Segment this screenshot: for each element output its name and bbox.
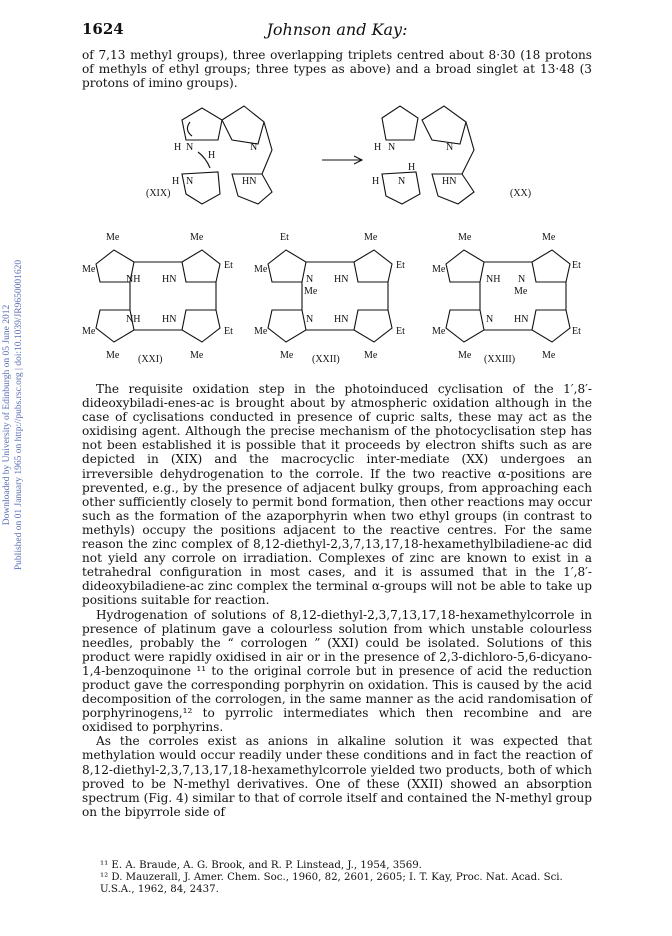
substituent-label: Et [572, 260, 581, 271]
atom-label: HN [442, 176, 457, 187]
atom-label: H [208, 150, 216, 161]
substituent-label: Et [572, 326, 581, 337]
substituent-label: Me [304, 286, 318, 297]
atom-label: HN [162, 314, 177, 325]
substituent-label: Me [514, 286, 528, 297]
atom-label: H [374, 142, 382, 153]
compound-label-xxiii: (XXIII) [484, 354, 516, 365]
body-text [82, 382, 592, 819]
atom-label: H [408, 162, 416, 173]
paragraph-hydrogenation: Hydrogenation of solutions of 8,12-diethyl-2,3,7,13,17,18-hexamethylcorrole in presence of platinum gave a colourless solution from which unstable colourless needles, probably the “ corrologen ” (XXI) could be isolated. Solutions of this product were rapidly oxidised in air or in the presence of 2,3-dichloro-5,6-dicyano-1,4-benzoquinone ¹¹ to the original corrole but in presence of acid the reduction product gave the corresponding porphyrin on oxidation. This is caused by the acid decomposition of the corrologen, in the same manner as the acid randomisation of porphyrinogens,¹² to pyrrolic intermediates which then recombine and are oxidised to porphyrins. [82, 607, 592, 735]
atom-label: N [446, 142, 454, 153]
substituent-label: Me [106, 350, 120, 361]
substituent-label: Me [254, 326, 268, 337]
footnotes [82, 860, 592, 896]
atom-label: N [518, 274, 526, 285]
substituent-label: Me [364, 350, 378, 361]
pyrrole-ring [382, 106, 418, 140]
substituent-label: Me [190, 350, 204, 361]
substituent-label: Me [364, 232, 378, 243]
paragraph-methylation: As the corroles exist as anions in alkaline solution it was expected that methylation would occur readily under these conditions and in fact the reaction of 8,12-diethyl-2,3,7,13,17,18-hexamethylcorrole yielded two products, both of which proved to be N-methyl derivatives. One of these (XXII) showed an absorption spectrum (Fig. 4) similar to that of corrole itself and contained the N-methyl group on the bipyrrole side of [82, 734, 592, 819]
substituent-label: Me [542, 232, 556, 243]
atom-label: HN [334, 314, 349, 325]
atom-label: H [372, 176, 380, 187]
atom-label: HN [242, 176, 257, 187]
page-header [82, 20, 592, 40]
substituent-label: Et [224, 326, 233, 337]
footnote-11: ¹¹ E. A. Braude, A. G. Brook, and R. P. Linstead, J., 1954, 3569. [100, 860, 422, 871]
reaction-scheme-figure [82, 100, 592, 226]
substituent-label: Me [542, 350, 556, 361]
substituent-label: Me [106, 232, 120, 243]
atom-label: HN [334, 274, 349, 285]
atom-label: HN [162, 274, 177, 285]
structures-svg [82, 228, 592, 374]
intro-paragraph [82, 48, 592, 90]
atom-label: H [172, 176, 180, 187]
pyrrole-ring [182, 108, 222, 140]
atom-label: NH [126, 274, 141, 285]
substituent-label: Me [82, 264, 96, 275]
substituent-label: Me [280, 350, 294, 361]
published-line[interactable]: Published on 01 January 1965 on http://pubs.rsc.org | doi:10.1039/JR9650001620 [14, 259, 24, 571]
atom-label: NH [126, 314, 141, 325]
footnote-12: ¹² D. Mauzerall, J. Amer. Chem. Soc., 1960, 82, 2601, 2605; I. T. Kay, Proc. Nat. Acad. Sci. U.S.A., 1962, 84, 2437. [100, 872, 563, 895]
substituent-label: Me [190, 232, 204, 243]
atom-label: NH [486, 274, 501, 285]
compound-label-xix: (XIX) [146, 188, 171, 199]
paragraph-oxidation: The requisite oxidation step in the photoinduced cyclisation of the 1′,8′-dideoxybiladi-enes-ac is brought about by atmospheric oxidation although in the case of cyclisations conducted in presence of cupric salts, these may act as the oxidising agent. Although the precise mechanism of the photocyclisation step has not been established it is possible that it proceeds by electron shifts such as are depicted in (XIX) and the macrocyclic inter-mediate (XX) undergoes an irreversible dehydrogenation to the corrole. If the two reactive α-positions are prevented, e.g., by the presence of adjacent bulky groups, from approaching each other sufficiently closely to permit bond formation, then other reactions may occur such as the formation of the azaporphyrin when two ethyl groups (in contrast to methyls) occupy the positions adjacent to the reactive centres. For the same reason the zinc complex of 8,12-diethyl-2,3,7,13,17,18-hexamethylbiladiene-ac did not yield any corrole on irradiation. Complexes of zinc are known to exist in a tetrahedral configuration in most cases, and it is assumed that in the 1′,8′-dideoxybiladiene-ac zinc complex the terminal α-groups will not be able to take up positions suitable for reaction. [82, 382, 592, 608]
substituent-label: Et [280, 232, 289, 243]
compound-label-xxi: (XXI) [138, 354, 163, 365]
pyrrole-ring [422, 106, 466, 144]
atom-label: N [306, 274, 314, 285]
substituent-label: Me [254, 264, 268, 275]
substituent-label: Me [432, 326, 446, 337]
substituent-label: Me [458, 350, 472, 361]
atom-label: N [388, 142, 396, 153]
atom-label: N [186, 142, 194, 153]
structures-figure [82, 228, 592, 374]
substituent-label: Et [396, 326, 405, 337]
substituent-label: Me [458, 232, 472, 243]
intro-text: of 7,13 methyl groups), three overlapping triplets centred about 8·30 (18 protons of methyls of ethyl groups; three types as above) and a broad singlet at 13·48 (3 protons of imino groups). [82, 48, 592, 91]
atom-label: HN [514, 314, 529, 325]
substituent-label: Et [396, 260, 405, 271]
atom-label: N [306, 314, 314, 325]
atom-label: N [186, 176, 194, 187]
substituent-label: Et [224, 260, 233, 271]
download-watermark [0, 195, 26, 635]
atom-label: H [174, 142, 182, 153]
atom-label: N [250, 142, 258, 153]
compound-label-xxii: (XXII) [312, 354, 340, 365]
atom-label: N [486, 314, 494, 325]
page-number: 1624 [82, 20, 124, 38]
substituent-label: Me [82, 326, 96, 337]
substituent-label: Me [432, 264, 446, 275]
pyrrole-ring [222, 106, 264, 144]
downloaded-line[interactable]: Downloaded by University of Edinburgh on 05 June 2012 [2, 304, 12, 526]
reaction-scheme-svg [82, 100, 592, 226]
atom-label: N [398, 176, 406, 187]
compound-label-xx: (XX) [510, 188, 532, 199]
running-title: Johnson and Kay: [266, 20, 408, 39]
